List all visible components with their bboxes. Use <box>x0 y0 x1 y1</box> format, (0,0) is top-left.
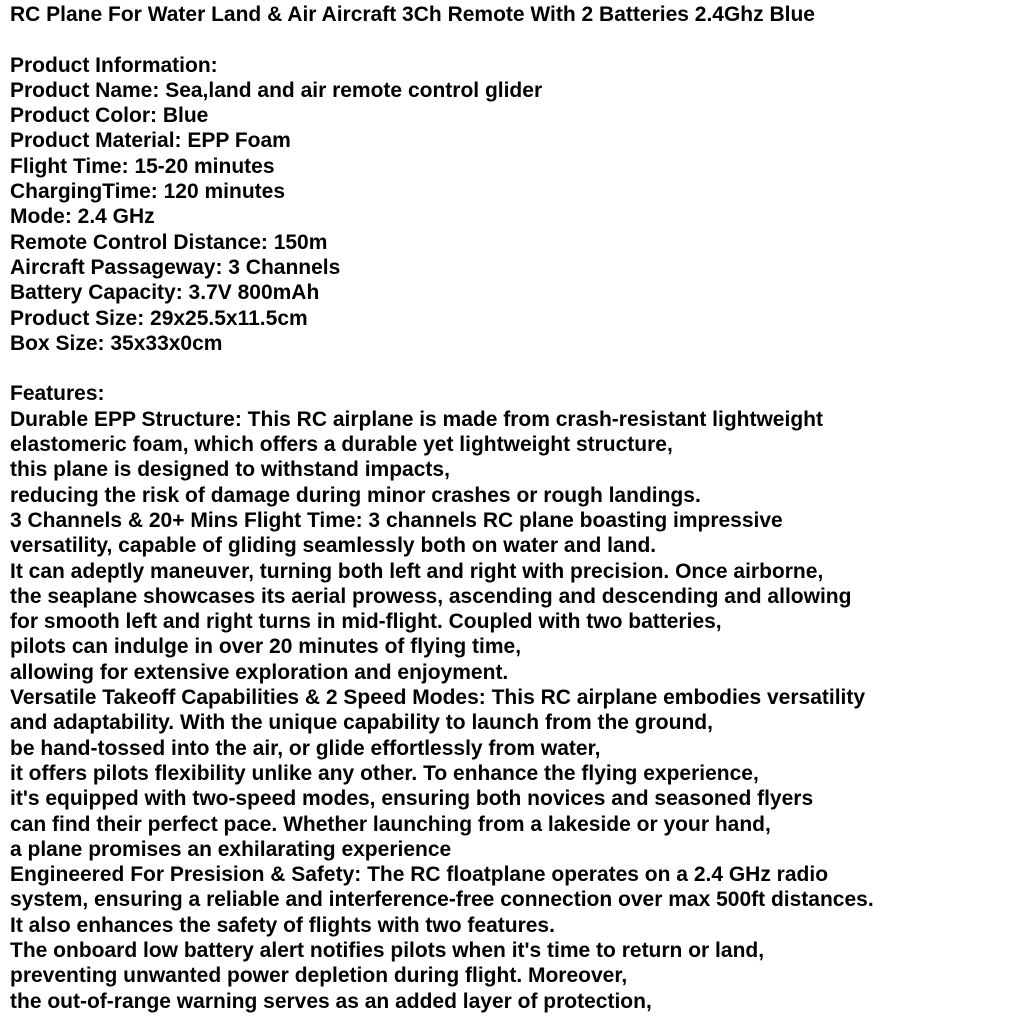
feature-line: can find their perfect pace. Whether launching from a lakeside or your hand, <box>10 812 771 836</box>
feature-line: the seaplane showcases its aerial prowess, ascending and descending and allowing <box>10 584 852 608</box>
product-info-line-remote-distance: Remote Control Distance: 150m <box>10 230 328 254</box>
feature-line: system, ensuring a reliable and interference-free connection over max 500ft distances. <box>10 888 874 912</box>
feature-line: a plane promises an exhilarating experience <box>10 837 452 861</box>
page-title: RC Plane For Water Land & Air Aircraft 3Ch Remote With 2 Batteries 2.4Ghz Blue <box>10 3 815 26</box>
feature-line: the out-of-range warning serves as an added layer of protection, <box>10 989 652 1013</box>
features-heading: Features: <box>10 382 105 406</box>
feature-line: 3 Channels & 20+ Mins Flight Time: 3 channels RC plane boasting impressive <box>10 508 783 532</box>
blank-line <box>10 356 1016 381</box>
blank-line <box>10 27 1016 52</box>
feature-line: for smooth left and right turns in mid-flight. Coupled with two batteries, <box>10 610 722 634</box>
feature-line: and adaptability. With the unique capability to launch from the ground, <box>10 711 713 735</box>
product-info-line-material: Product Material: EPP Foam <box>10 129 291 153</box>
features-section <box>10 381 1016 1013</box>
feature-line: Versatile Takeoff Capabilities & 2 Speed Modes: This RC airplane embodies versatility <box>10 686 866 710</box>
product-info-line-product-size: Product Size: 29x25.5x11.5cm <box>10 306 308 330</box>
product-info-section <box>10 53 1016 357</box>
feature-line: it's equipped with two-speed modes, ensuring both novices and seasoned flyers <box>10 787 814 811</box>
product-info-line-passageway: Aircraft Passageway: 3 Channels <box>10 255 341 279</box>
product-info-line-flight-time: Flight Time: 15-20 minutes <box>10 154 275 178</box>
feature-line: pilots can indulge in over 20 minutes of flying time, <box>10 635 522 659</box>
feature-line: The onboard low battery alert notifies pilots when it's time to return or land, <box>10 938 765 962</box>
product-info-line-box-size: Box Size: 35x33x0cm <box>10 331 223 355</box>
feature-line: be hand-tossed into the air, or glide effortlessly from water, <box>10 736 601 760</box>
feature-line: this plane is designed to withstand impacts, <box>10 458 450 482</box>
feature-line: versatility, capable of gliding seamlessly both on water and land. <box>10 534 657 558</box>
product-info-line-battery: Battery Capacity: 3.7V 800mAh <box>10 281 320 305</box>
feature-line: allowing for extensive exploration and enjoyment. <box>10 660 509 684</box>
feature-line: It also enhances the safety of flights with two features. <box>10 913 555 937</box>
feature-line: elastomeric foam, which offers a durable yet lightweight structure, <box>10 433 673 457</box>
product-info-line-color: Product Color: Blue <box>10 104 209 128</box>
feature-line: It can adeptly maneuver, turning both left and right with precision. Once airborne, <box>10 559 824 583</box>
product-info-heading: Product Information: <box>10 53 218 77</box>
feature-line: it offers pilots flexibility unlike any other. To enhance the flying experience, <box>10 761 759 785</box>
product-info-line-name: Product Name: Sea,land and air remote control glider <box>10 78 543 102</box>
product-info-line-charging-time: ChargingTime: 120 minutes <box>10 180 286 204</box>
feature-line: preventing unwanted power depletion during flight. Moreover, <box>10 964 628 988</box>
product-info-line-mode: Mode: 2.4 GHz <box>10 205 155 229</box>
feature-line: Engineered For Presision & Safety: The RC floatplane operates on a 2.4 GHz radio <box>10 863 829 887</box>
feature-line: Durable EPP Structure: This RC airplane is made from crash-resistant lightweight <box>10 407 823 431</box>
feature-line: reducing the risk of damage during minor crashes or rough landings. <box>10 483 701 507</box>
